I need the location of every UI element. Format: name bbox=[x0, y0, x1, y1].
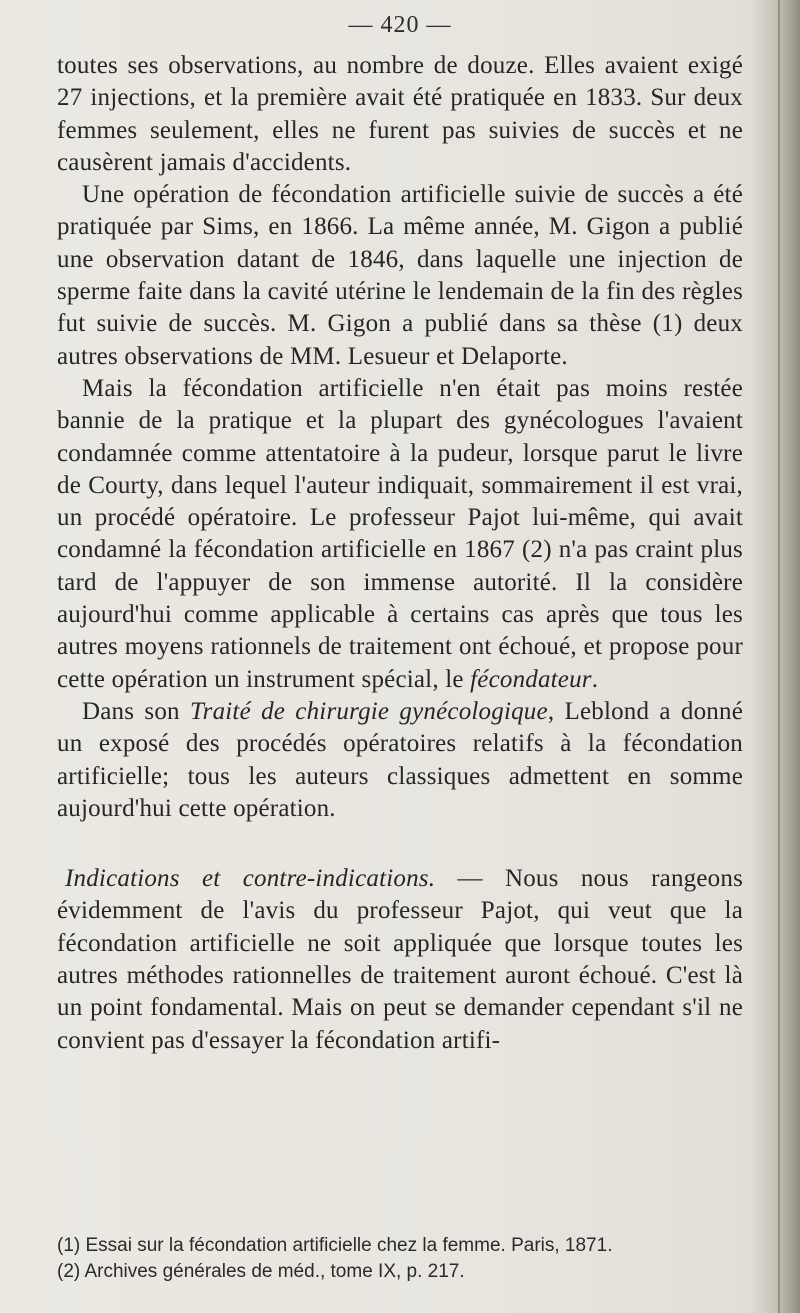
paragraph-5-text: — Nous nous rangeons évidemment de l'avis du professeur Pajot, qui veut que la fécondation artificielle ne soit appliquée que lorsque toutes les autres méthodes rationnelles de traitement auront échoué. C'est là un point fondamental. Mais on peut se demander cependant s'il ne convient pas d'essayer la fécondation artifi- bbox=[57, 865, 744, 1054]
paragraph-2: Une opération de fécondation artificielle suivie de succès a été pratiquée par Sims, en 1866. La même année, M. Gigon a publié une observation datant de 1846, dans laquelle une injection de sperme faite dans la cavité utérine le lendemain de la fin des règles fut suivie de succès. M. Gigon a publié dans sa thèse (1) deux autres observations de MM. Lesueur et Delaporte. bbox=[57, 181, 743, 370]
page-edge-shadow bbox=[752, 0, 800, 1313]
paragraph-3-end: . bbox=[591, 665, 599, 693]
body-text bbox=[57, 50, 743, 1057]
page-edge-line bbox=[778, 0, 780, 1313]
paragraph-3 bbox=[57, 373, 743, 696]
paragraph-4-start: Dans son bbox=[82, 697, 190, 725]
footnote-1: (1) Essai sur la fécondation artificielle chez la femme. Paris, 1871. bbox=[57, 1235, 613, 1256]
paragraph-4-book-title: Traité de chirurgie gynécologique bbox=[189, 697, 548, 725]
paragraph-4-text: , Leblond a donné un exposé des procédés opératoires relatifs à la fécondation artificielle; tous les auteurs classiques admettent en somme aujourd'hui cette opération. bbox=[57, 697, 744, 822]
paragraph-3-text: Mais la fécondation artificielle n'en était pas moins restée bannie de la pratique et la plupart des gynécologues l'avaient condamnée comme attentatoire à la pudeur, lorsque parut le livre de Courty, dans lequel l'auteur indiquait, sommairement il est vrai, un procédé opératoire. Le professeur Pajot lui-même, qui avait condamné la fécondation artificielle en 1867 (2) n'a pas craint plus tard de l'appuyer de son immense autorité. Il la considère aujourd'hui comme applicable à certains cas après que tous les autres moyens rationnels de traitement ont échoué, et propose pour cette opération un instrument spécial, le bbox=[57, 374, 743, 693]
paragraph-3-italic-term: fécondateur bbox=[470, 665, 592, 693]
paragraph-1: toutes ses observations, au nombre de douze. Elles avaient exigé 27 injections, et la première avait été pratiquée en 1833. Sur deux femmes seulement, elles ne furent pas suivies de succès et ne causèrent jamais d'accidents. bbox=[57, 52, 743, 176]
footnotes bbox=[57, 1233, 757, 1285]
footnote-2: (2) Archives générales de méd., tome IX, p. 217. bbox=[57, 1261, 465, 1282]
paragraph-5 bbox=[57, 863, 743, 1057]
page-number: — 420 — bbox=[348, 12, 452, 38]
paragraph-4 bbox=[57, 696, 743, 825]
section-heading: Indications et contre-indications. bbox=[65, 865, 436, 893]
